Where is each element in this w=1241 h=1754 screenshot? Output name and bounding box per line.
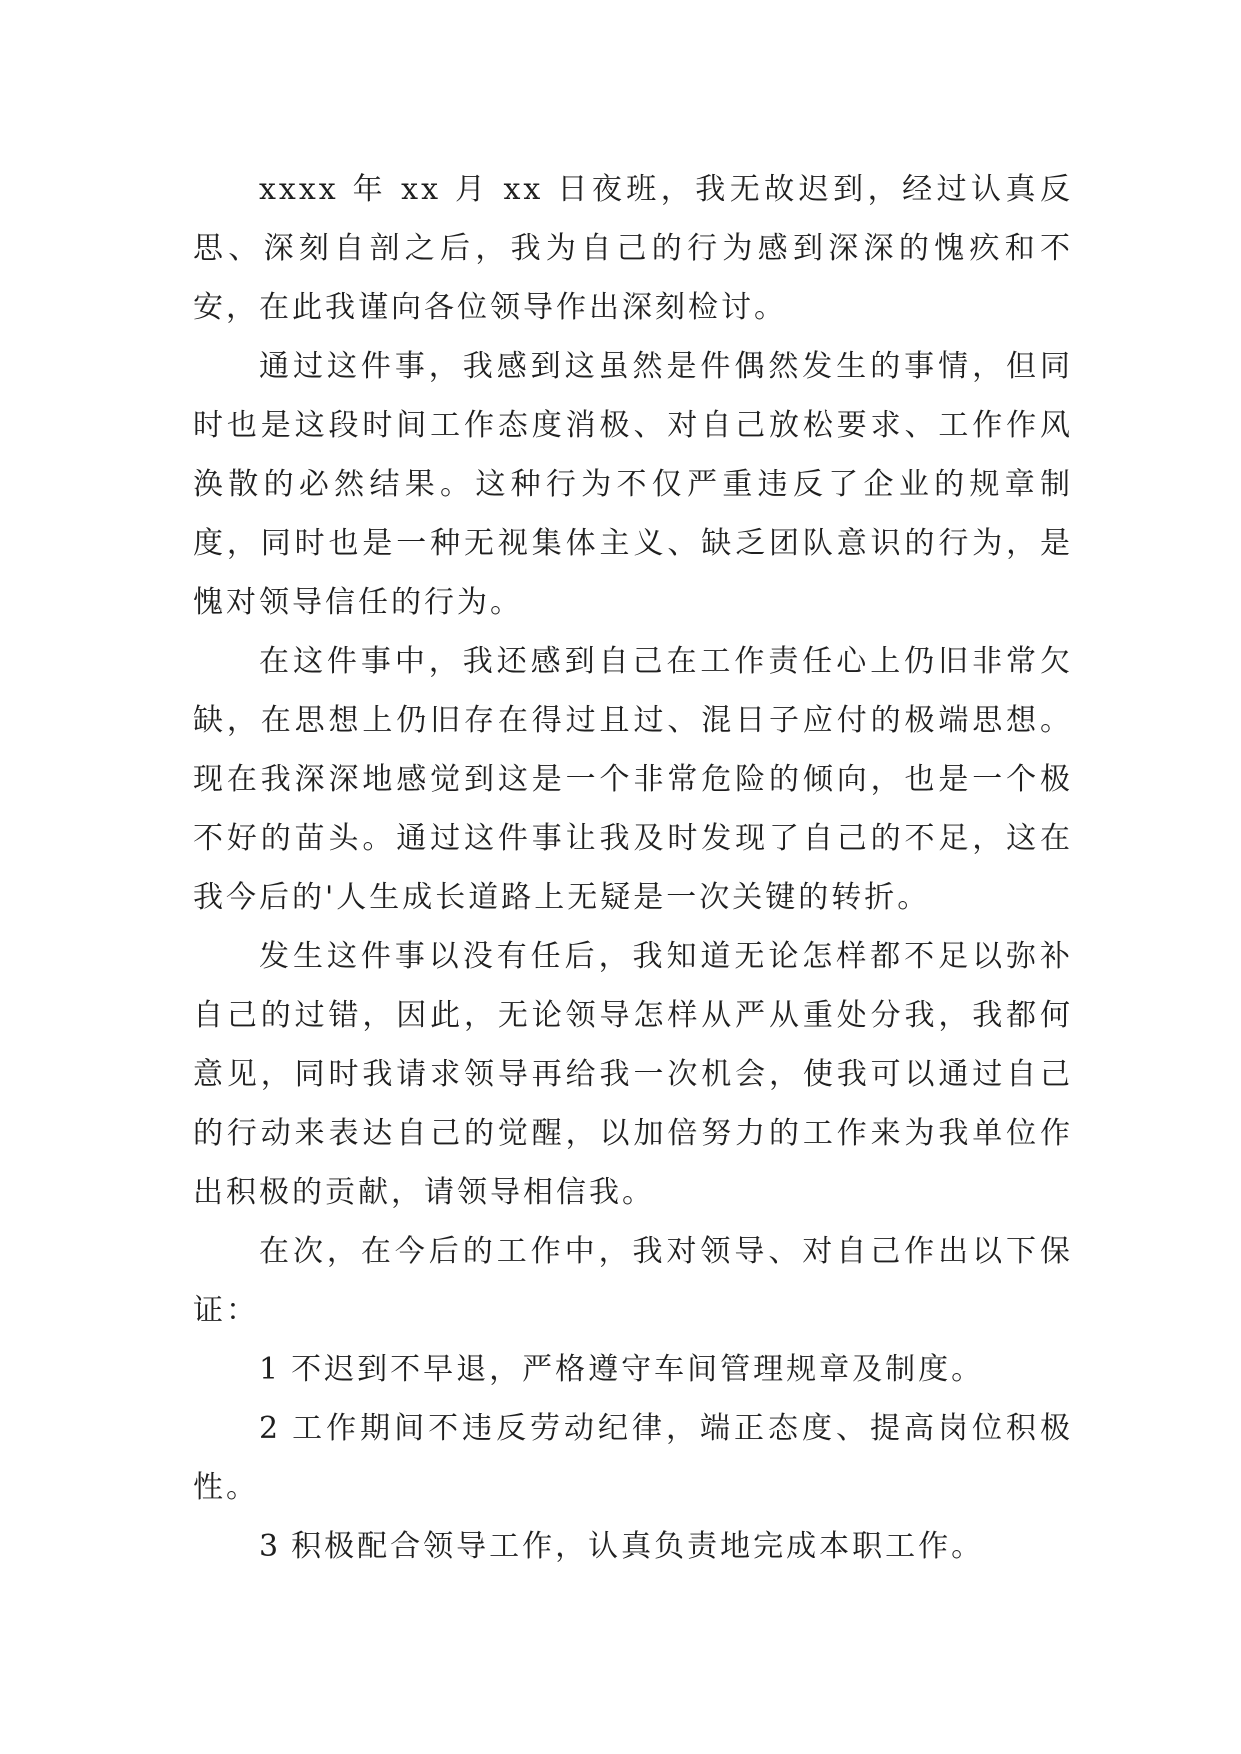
list-number: 1 [259,1352,282,1387]
paragraph-5: 在次，在今后的工作中，我对领导、对自己作出以下保证： [193,1234,1073,1328]
list-number: 2 [259,1411,282,1446]
list-item-2 [193,1399,1073,1517]
list-item-1 [193,1340,1073,1399]
list-item-3 [193,1517,1073,1576]
document-body [193,160,1073,1576]
paragraph-2: 通过这件事，我感到这虽然是件偶然发生的事情，但同时也是这段时间工作态度消极、对自己放松要求、工作作风涣散的必然结果。这种行为不仅严重违反了企业的规章制度，同时也是一种无视集体主义、缺乏团队意识的行为，是愧对领导信任的行为。 [193,349,1073,620]
paragraph-4: 发生这件事以没有任后，我知道无论怎样都不足以弥补自己的过错，因此，无论领导怎样从严从重处分我，我都何意见，同时我请求领导再给我一次机会，使我可以通过自己的行动来表达自己的觉醒，以加倍努力的工作来为我单位作出积极的贡献，请领导相信我。 [193,939,1073,1210]
paragraph-3: 在这件事中，我还感到自己在工作责任心上仍旧非常欠缺，在思想上仍旧存在得过且过、混日子应付的极端思想。现在我深深地感觉到这是一个非常危险的倾向，也是一个极不好的苗头。通过这件事让我及时发现了自己的不足，这在我今后的'人生成长道路上无疑是一次关键的转折。 [193,644,1073,915]
list-text: 不迟到不早退，严格遵守车间管理规章及制度。 [291,1352,985,1387]
paragraph-1: xxxx 年 xx 月 xx 日夜班，我无故迟到，经过认真反思、深刻自剖之后，我为自己的行为感到深深的愧疚和不安，在此我谨向各位领导作出深刻检讨。 [193,172,1073,325]
list-text: 工作期间不违反劳动纪律，端正态度、提高岗位积极性。 [193,1411,1073,1505]
list-text: 积极配合领导工作，认真负责地完成本职工作。 [291,1529,985,1564]
list-number: 3 [259,1529,282,1564]
